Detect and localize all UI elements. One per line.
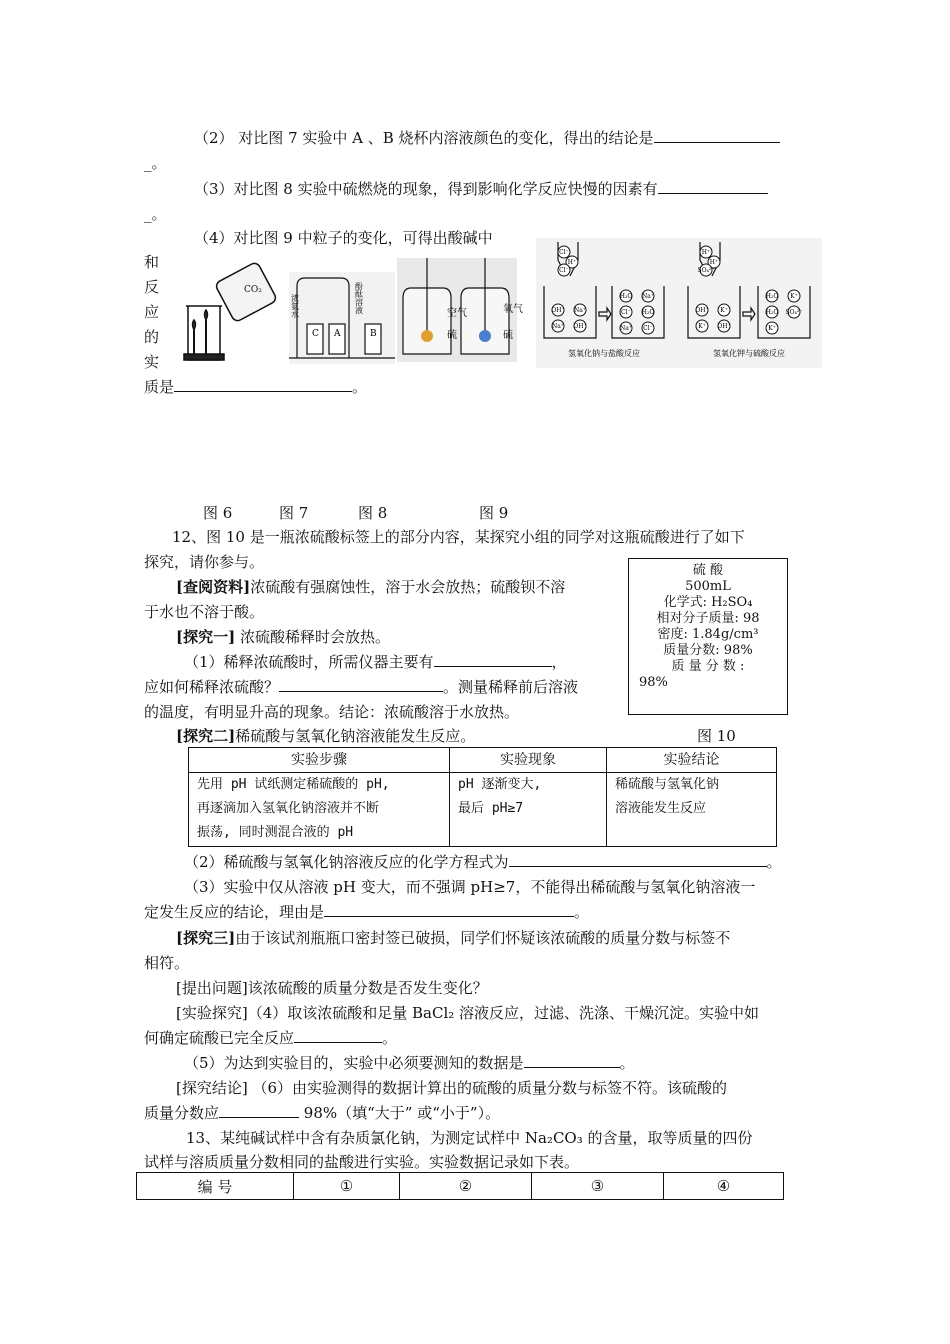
fig9-la-2: Cl⁻ — [621, 309, 631, 316]
q13-line-b: 试样与溶质质量分数相同的盐酸进行实验。实验数据记录如下表。 — [144, 1153, 580, 1171]
figure-6 — [176, 256, 284, 366]
table-cell-phenomenon: pH 逐渐变大, 最后 pH≥7 — [450, 773, 607, 847]
label-fraction2: 质 量 分 数 : — [671, 659, 745, 674]
q12-problem: [提出问题]该浓硫酸的质量分数是否发生变化？ — [176, 979, 488, 997]
label-mass: 相对分子质量: 98 — [656, 611, 760, 626]
fig9-left-title: 氢氧化钠与盐酸反应 — [568, 349, 640, 358]
fig9-right-title: 氢氧化钾与硫酸反应 — [713, 349, 785, 358]
q12-q6-a: [探究结论] （6）由实验测得的数据计算出的硫酸的质量分数与标签不符。该硫酸的 — [176, 1079, 728, 1097]
fig6-caption: 图 6 — [203, 504, 233, 522]
answer-blank[interactable] — [294, 1028, 382, 1043]
label-density: 密度: 1.84g/cm³ — [657, 627, 759, 642]
q13-header-cell: ③ — [532, 1173, 664, 1200]
fig9-ld-1: H⁺ — [567, 259, 577, 266]
q13-header-cell: ④ — [664, 1173, 784, 1200]
answer-blank[interactable] — [658, 179, 768, 194]
fig7-a: A — [334, 329, 341, 339]
q12-q3-b: 定发生反应的结论，理由是 。 — [144, 903, 590, 921]
fig9-rb-2: K⁺ — [698, 323, 706, 330]
q12-ex3: [探究三]由于该试剂瓶瓶口密封签已破损，同学们怀疑该浓硫酸的质量分数与标签不 — [176, 929, 731, 947]
q12-ex2: [探究二]稀硫酸与氢氧化钠溶液能发生反应。 — [176, 727, 476, 745]
fig9-la-0: H₂O — [619, 293, 633, 300]
q12-q6-b: 质量分数应 98%（填“大于” 或“小于”）。 — [144, 1104, 501, 1122]
fig9-ra-2: H₂O — [765, 309, 779, 316]
q11-p4-v2: 应 — [144, 303, 160, 321]
fig9-ra-1: K⁺ — [790, 293, 798, 300]
answer-blank[interactable] — [174, 377, 352, 392]
q13-table — [136, 1172, 784, 1200]
answer-blank[interactable] — [434, 652, 552, 667]
q11-p3-tail: _。 — [144, 205, 167, 223]
fig9-caption: 图 9 — [479, 504, 509, 522]
q13-header-cell: ① — [294, 1173, 400, 1200]
experiment-table — [188, 747, 777, 847]
fig8-left-b: 硫 — [447, 330, 457, 341]
q13-line-a: 13、某纯碱试样中含有杂质氯化钠，为测定试样中 Na₂CO₃ 的含量，取等质量的四份 — [186, 1129, 753, 1147]
answer-blank[interactable] — [219, 1103, 299, 1118]
q12-q3-a: （3）实验中仅从溶液 pH 变大，而不强调 pH≥7，不能得出稀硫酸与氢氧化钠溶液一 — [184, 878, 756, 896]
fig7-caption: 图 7 — [279, 504, 309, 522]
q12-intro-b: 探究，请你参与。 — [144, 553, 265, 571]
q11-p4-v3: 的 — [144, 328, 160, 346]
q12-q1-e: 的温度，有明显升高的现象。结论：浓硫酸溶于水放热。 — [144, 703, 520, 721]
fig9-rd-1: H⁺ — [709, 259, 719, 266]
fig9-rd-0: H⁺ — [701, 249, 711, 256]
label-fraction: 质量分数: 98% — [663, 643, 753, 658]
q11-p2: （2） 对比图 7 实验中 A 、B 烧杯内溶液颜色的变化，得出的结论是 — [194, 128, 780, 148]
answer-blank[interactable] — [654, 128, 780, 143]
q11-p3: （3）对比图 8 实验中硫燃烧的现象，得到影响化学反应快慢的因素有 — [194, 179, 768, 199]
q12-q1: （1）稀释浓硫酸时，所需仪器主要有 ， — [184, 653, 567, 671]
fig9-rb-0: OH⁻ — [695, 307, 709, 314]
fig10-caption: 图 10 — [697, 727, 736, 745]
q12-q1-c: 应如何稀释浓硫酸？ 。测量稀释前后溶液 — [144, 678, 579, 696]
fig7-b: B — [370, 329, 377, 339]
q11-p4-v4: 实 — [144, 353, 160, 371]
fig9-la-5: Cl⁻ — [643, 325, 653, 332]
q11-p4-v0: 和 — [144, 253, 160, 271]
q12-ref: [查阅资料]浓硫酸有强腐蚀性，溶于水会放热；硫酸钡不溶 — [176, 578, 566, 596]
table-header: 实验结论 — [607, 748, 777, 773]
q12-intro-a: 12、图 10 是一瓶浓硫酸标签上的部分内容，某探究小组的同学对这瓶硫酸进行了如下 — [172, 528, 745, 546]
answer-blank[interactable] — [324, 902, 574, 917]
fig9-lb-3: OH⁻ — [573, 323, 587, 330]
figure-7 — [289, 272, 395, 364]
fig9-lb-1: Na⁺ — [574, 307, 586, 314]
q12-q5: （5）为达到实验目的，实验中必须要测知的数据是 。 — [184, 1054, 635, 1072]
fig8-caption: 图 8 — [358, 504, 388, 522]
q12-ex1: [探究一] 浓硫酸稀释时会放热。 — [176, 628, 390, 646]
table-cell-conclusion: 稀硫酸与氢氧化钠 溶液能发生反应 — [607, 773, 777, 847]
co2-label: CO₂ — [244, 285, 262, 295]
figure-9 — [536, 238, 822, 368]
label-formula: 化学式: H₂SO₄ — [663, 595, 753, 610]
fig9-rb-1: K⁺ — [720, 307, 728, 314]
q13-header-cell: ② — [400, 1173, 532, 1200]
answer-blank[interactable] — [524, 1053, 620, 1068]
q12-q4-b: 何确定硫酸已完全反应 。 — [144, 1029, 398, 1047]
table-header: 实验现象 — [450, 748, 607, 773]
label-fraction3: 98% — [639, 675, 668, 690]
answer-blank[interactable] — [279, 677, 443, 692]
q13-header-cell: 编 号 — [137, 1173, 294, 1200]
fig9-ra-3: SO₄²⁻ — [785, 309, 803, 316]
fig9-la-1: Na⁺ — [642, 293, 654, 300]
label-name: 硫 酸 — [692, 563, 724, 578]
fig9-ld-0: Cl⁻ — [559, 249, 569, 256]
q11-p2-tail: _。 — [144, 154, 167, 172]
q12-q4-a: [实验探究]（4）取该浓硫酸和足量 BaCl₂ 溶液反应，过滤、洗涤、干燥沉淀。实验中如 — [176, 1004, 760, 1022]
q11-p4: （4）对比图 9 中粒子的变化，可得出酸碱中 — [194, 229, 493, 247]
q12-ex3-b: 相符。 — [144, 954, 190, 972]
acid-label — [628, 558, 788, 715]
fig9-lb-2: Na⁺ — [552, 323, 564, 330]
fig7-c: C — [312, 329, 319, 339]
fig9-ra-0: H₂O — [765, 293, 779, 300]
fig9-la-3: H₂O — [641, 309, 655, 316]
answer-blank[interactable] — [509, 852, 767, 867]
q12-q2: （2）稀硫酸与氢氧化钠溶液反应的化学方程式为 。 — [184, 853, 782, 871]
fig8-left-a: 空气 — [447, 308, 467, 319]
q11-p4-end: 质是 。 — [144, 378, 368, 396]
label-volume: 500mL — [685, 579, 731, 594]
fig9-ra-4: K⁺ — [768, 325, 776, 332]
fig9-rd-2: SO₄²⁻ — [697, 267, 715, 274]
fig8-right-b: 硫 — [503, 330, 513, 341]
fig7-left-label: 浓氨水 — [290, 294, 300, 318]
q11-p4-v1: 反 — [144, 278, 160, 296]
table-header: 实验步骤 — [189, 748, 450, 773]
figure-8 — [397, 258, 523, 362]
q12-ref-b: 于水也不溶于酸。 — [144, 603, 265, 621]
fig9-la-4: Na⁺ — [620, 325, 632, 332]
table-cell-steps: 先用 pH 试纸测定稀硫酸的 pH, 再逐滴加入氢氧化钠溶液并不断 振荡, 同时测混合液的 pH — [189, 773, 450, 847]
fig8-right-a: 氧气 — [503, 304, 523, 315]
fig9-lb-0: OH⁻ — [551, 307, 565, 314]
fig7-right-label: 酚酞溶液 — [354, 282, 364, 314]
fig9-rb-3: OH⁻ — [717, 323, 731, 330]
fig9-ld-2: Cl⁻ — [559, 267, 569, 274]
